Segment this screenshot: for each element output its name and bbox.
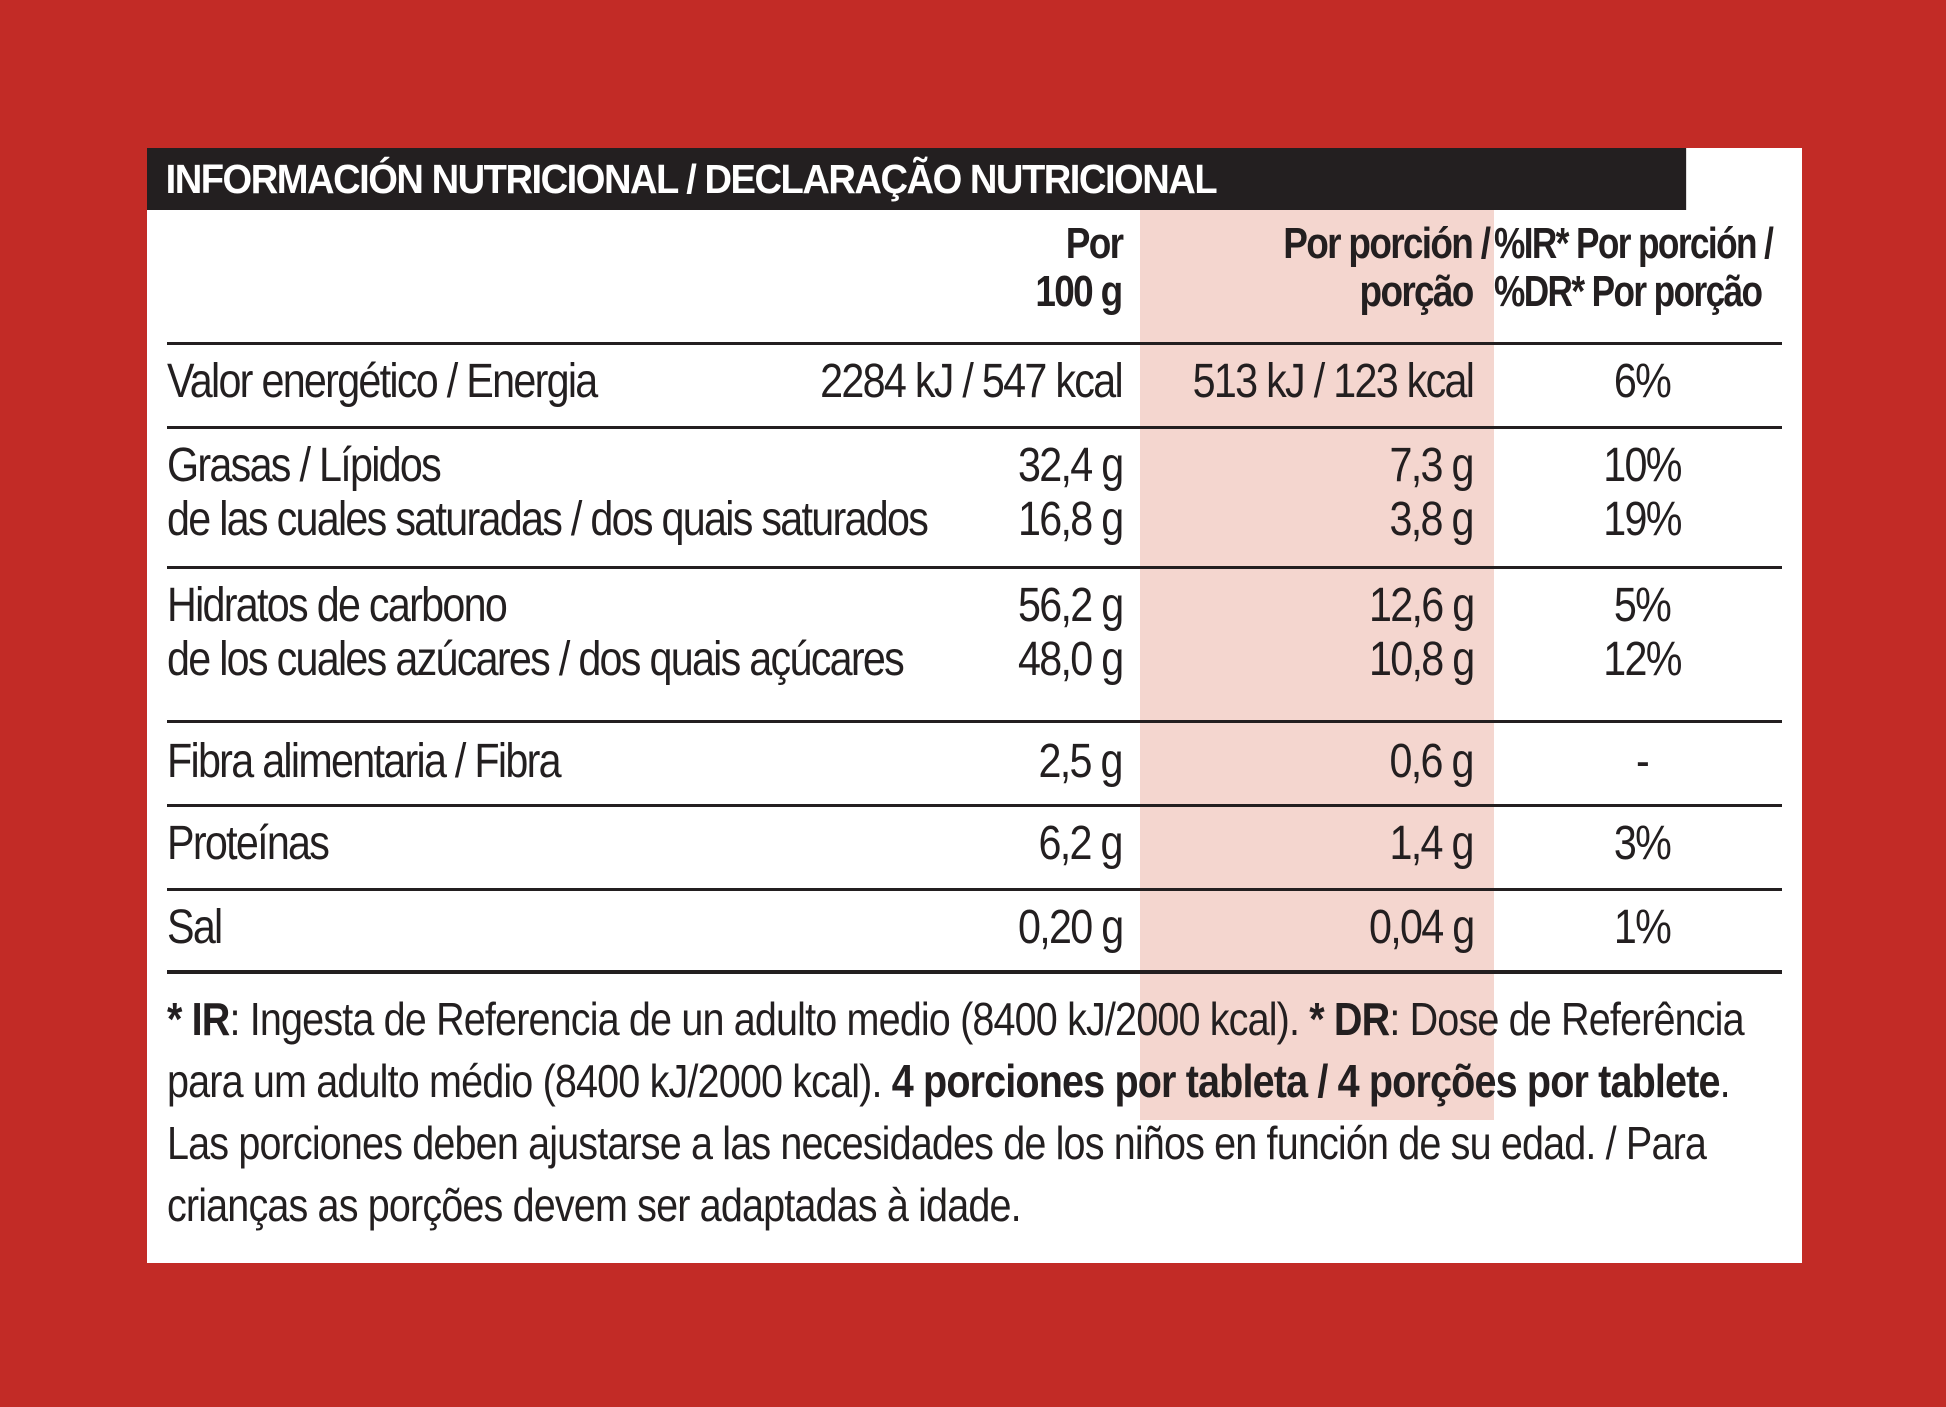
value-fibre-portion: 0,6 g	[1389, 735, 1473, 788]
divider	[167, 888, 1782, 891]
value-carbs-per100: 56,2 g	[1017, 579, 1122, 632]
divider	[167, 426, 1782, 429]
header-portion-line2: porção	[1359, 267, 1473, 316]
nutrition-label	[147, 148, 1802, 1263]
row-label-sugars: de los cuales azúcares / dos quais açúcares	[167, 633, 904, 686]
footnote-rest: . Las porciones deben ajustarse a las necesidades de los niños en función de su edad. / Para crianças as porções devem ser adaptadas à idade.	[167, 1055, 1730, 1231]
row-label-carbs: Hidratos de carbono	[167, 579, 507, 632]
header-ir-line2: %DR* Por porção	[1494, 267, 1762, 316]
value-fat-portion: 7,3 g	[1389, 439, 1473, 492]
row-label-protein: Proteínas	[167, 817, 329, 870]
header-portion-line1: Por porción /	[1282, 219, 1489, 268]
value-saturated-portion: 3,8 g	[1389, 493, 1473, 546]
value-sugars-per100: 48,0 g	[1017, 633, 1122, 686]
row-label-fibre: Fibra alimentaria / Fibra	[167, 735, 560, 788]
nutrition-title: INFORMACIÓN NUTRICIONAL / DECLARAÇÃO NUTRICIONAL	[147, 148, 1686, 210]
value-salt-ir: 1%	[1613, 901, 1671, 954]
value-fibre-per100: 2,5 g	[1038, 735, 1122, 788]
value-fat-ir: 10%	[1603, 439, 1681, 492]
footnote-portions: 4 porciones por tableta / 4 porções por tablete	[891, 1055, 1720, 1107]
row-label-salt: Sal	[167, 901, 222, 954]
value-energy-ir: 6%	[1613, 355, 1671, 408]
header-per100-line2: 100 g	[1035, 267, 1122, 316]
value-saturated-per100: 16,8 g	[1017, 493, 1122, 546]
divider	[167, 970, 1782, 974]
value-carbs-ir: 5%	[1613, 579, 1671, 632]
divider	[167, 566, 1782, 569]
divider	[167, 804, 1782, 807]
value-protein-portion: 1,4 g	[1389, 817, 1473, 870]
value-carbs-portion: 12,6 g	[1368, 579, 1473, 632]
header-per100-line1: Por	[1065, 219, 1122, 268]
value-protein-ir: 3%	[1613, 817, 1671, 870]
footnote-ir-key: * IR	[167, 993, 230, 1045]
row-label-saturated: de las cuales saturadas / dos quais saturados	[167, 493, 928, 546]
value-sugars-ir: 12%	[1603, 633, 1681, 686]
value-energy-per100: 2284 kJ / 547 kcal	[820, 355, 1122, 408]
header-ir-line1: %IR* Por porción /	[1494, 219, 1773, 268]
value-salt-portion: 0,04 g	[1368, 901, 1473, 954]
value-fat-per100: 32,4 g	[1017, 439, 1122, 492]
divider	[167, 720, 1782, 723]
value-saturated-ir: 19%	[1603, 493, 1681, 546]
footnote-ir-text: : Ingesta de Referencia de un adulto medio (8400 kJ/2000 kcal).	[229, 993, 1310, 1045]
value-protein-per100: 6,2 g	[1038, 817, 1122, 870]
value-salt-per100: 0,20 g	[1017, 901, 1122, 954]
value-fibre-ir: -	[1635, 735, 1649, 788]
footnote-dr-text: : Dose de Referência para um adulto médio (8400 kJ/2000 kcal).	[167, 993, 1744, 1107]
footnote	[167, 988, 1784, 1236]
divider	[167, 342, 1782, 345]
row-label-fat: Grasas / Lípidos	[167, 439, 441, 492]
row-label-energy: Valor energético / Energia	[167, 355, 597, 408]
value-energy-portion: 513 kJ / 123 kcal	[1192, 355, 1473, 408]
value-sugars-portion: 10,8 g	[1368, 633, 1473, 686]
footnote-dr-key: * DR	[1309, 993, 1390, 1045]
